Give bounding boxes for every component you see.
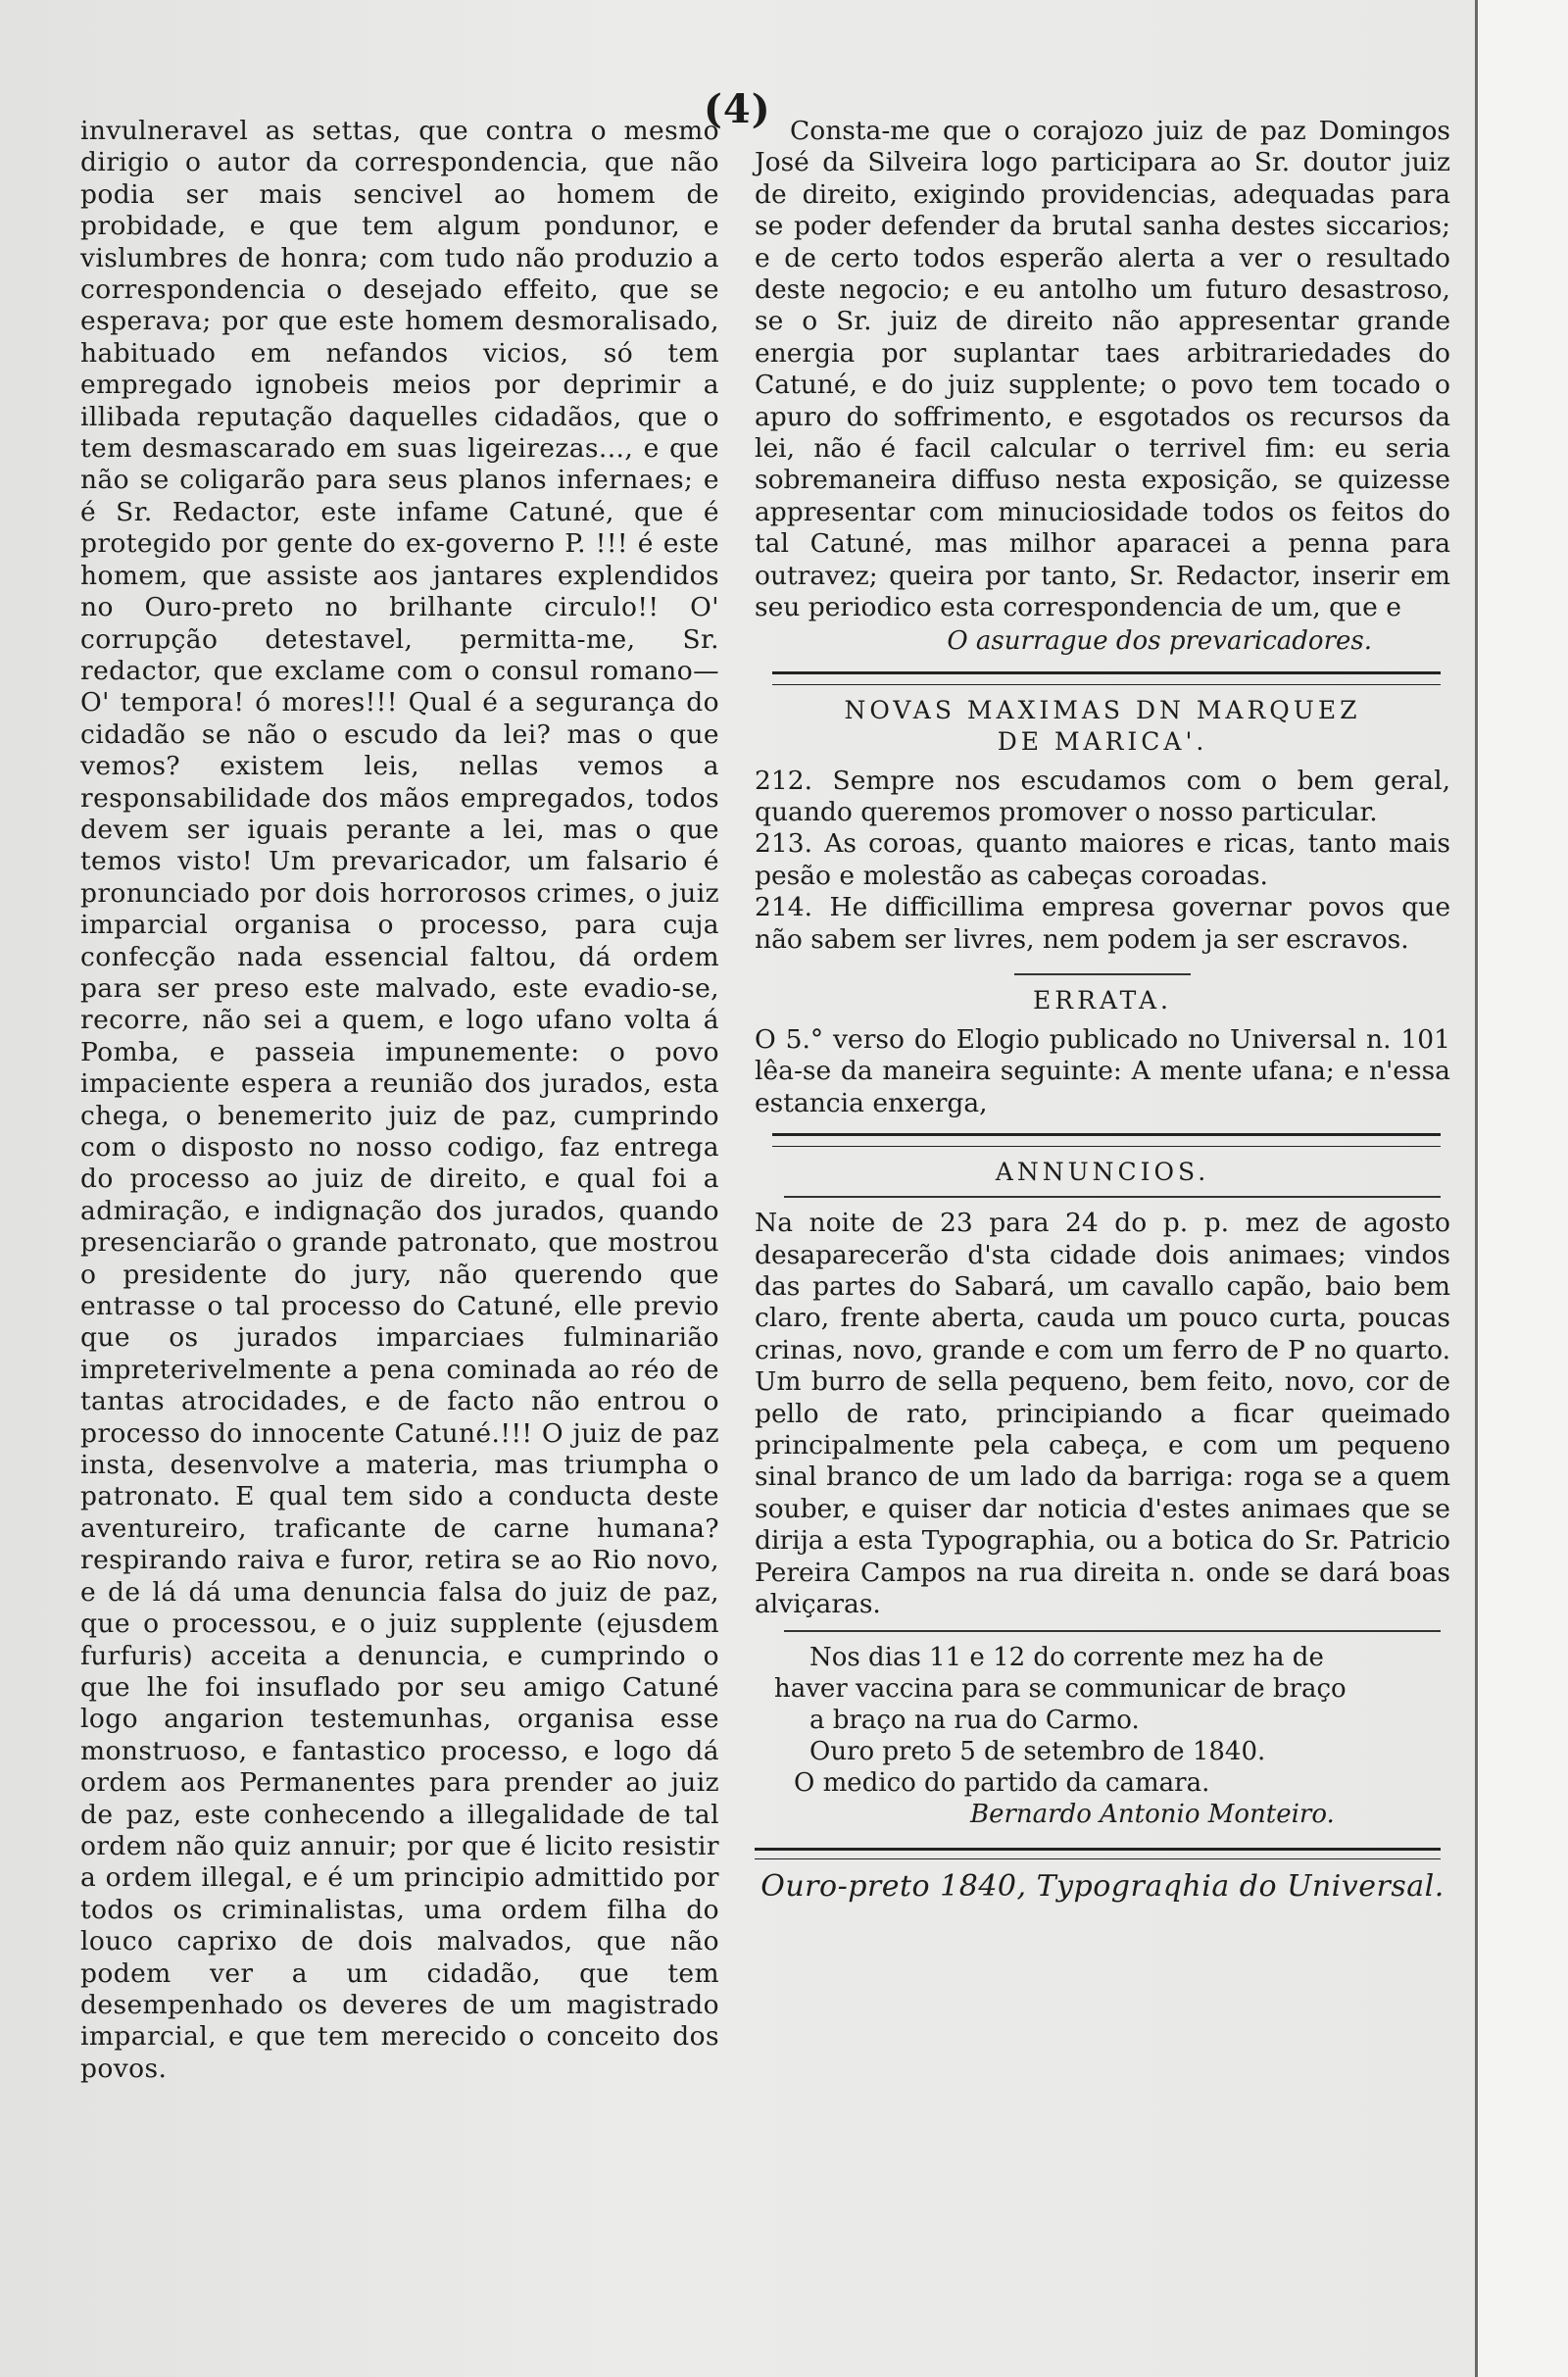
announcements-underline [784,1196,1441,1198]
letter-paragraph: Consta-me que o corajozo juiz de paz Domingos José da Silveira logo participara ao Sr. doutor juiz de direito, exigindo providencias, adequadas para se poder defender da brutal sanha destes siccarios; e de certo todos esperão alerta a ver o resultado deste negocio; e eu antolho um futuro desastroso, se o Sr. juiz de direito não appresentar grande energia por suplantar taes arbitrariedades do Catuné, e do juiz supplente; o povo tem tocado o apuro do soffrimento, e esgotados os recursos da lei, não é facil calcular o terrivel fim: eu seria sobremaneira diffuso nesta exposição, se quizesse appresentar com minuciosidade todos os feitos do tal Catuné, mas milhor aparacei a penna para outravez; queira por tanto, Sr. Redactor, inserir em seu periodico esta correspondencia de um, que e [755,116,1450,623]
vaccine-signature: Bernardo Antonio Monteiro. [970,1800,1335,1830]
announcement-missing-animals: Na noite de 23 para 24 do p. p. mez de agosto desaparecerão d'sta cidade dois animaes; vindos das partes do Sabará, um cavallo capão, baio bem claro, frente aberta, cauda um pouco curta, poucas crinas, novo, grande e com um ferro de P no quarto. Um burro de sella pequeno, bem feito, novo, cor de pello de rato, principiando a ficar queimado principalmente pela cabeça, e com um pequeno sinal branco de um lado da barriga: roga se a quem souber, e quiser dar noticia d'estes animaes que se dirija a esta Typographia, ou a botica do Sr. Patricio Pereira Campos na rua direita n. onde se dará boas alviçaras. [755,1208,1450,1620]
announcement-divider [784,1630,1441,1632]
imprint: Ouro-preto 1840, Typograqhia do Universal. [760,1869,1445,1905]
letter-signature: O asurrague dos prevaricadores. [947,625,1372,656]
vaccine-line: a braço na rua do Carmo. [809,1706,1140,1736]
vaccine-issuer: O medico do partido da camara. [794,1768,1210,1799]
vaccine-line: haver vaccina para se communicar de braço [774,1674,1347,1705]
errata-title: ERRATA. [1033,985,1172,1015]
maxims-title-line1: NOVAS MAXIMAS DN MARQUEZ [844,695,1361,724]
right-column [755,116,1450,1904]
imprint-divider [755,1848,1441,1859]
maxim-212: 212. Sempre nos escudamos com o bem geral, quando queremos promover o nosso particular. [755,765,1450,827]
vaccine-date: Ouro preto 5 de setembro de 1840. [809,1737,1266,1767]
section-divider [772,671,1441,685]
page-number: (4) [704,86,771,132]
announcements-title: ANNUNCIOS. [995,1158,1210,1187]
vaccine-line: Nos dias 11 e 12 do corrente mez ha de [809,1643,1324,1673]
maxim-214: 214. He difficillima empresa governar povos que não sabem ser livres, nem podem ja ser escravos. [755,892,1450,955]
errata-text: O 5.° verso do Elogio publicado no Universal n. 101 lêa-se da maneira seguinte: A mente ufana; e n'essa estancia enxerga, [755,1023,1450,1118]
maxim-213: 213. As coroas, quanto maiores e ricas, tanto mais pesão e molestão as cabeças coroadas. [755,828,1450,891]
short-divider [1014,973,1191,975]
section-divider [772,1133,1441,1147]
left-column [80,116,719,2085]
left-column-text: invulneravel as settas, que contra o mesmo dirigio o autor da correspondencia, que não podia ser mais sencivel ao homem de probidade, e que tem algum pondunor, e vislumbres de honra; com tudo não produzio a correspondencia o desejado effeito, que se esperava; por que este homem desmoralisado, habituado em nefandos vicios, só tem empregado ignobeis meios por deprimir a illibada reputação daquelles cidadãos, que o tem desmascarado em suas ligeirezas..., e que não se coligarão para seus planos infernaes; e é Sr. Redactor, este infame Catuné, que é protegido por gente do ex-governo P. !!! é este homem, que assiste aos jantares explendidos no Ouro-preto no brilhante circulo!! O' corrupção detestavel, permitta-me, Sr. redactor, que exclame com o consul romano— O' tempora! ó mores!!! Qual é a segurança do cidadão se não o escudo da lei? mas o que vemos? existem leis, nellas vemos a responsabilidade dos mãos empregados, todos devem ser iguais perante a lei, mas o que temos visto! Um prevaricador, um falsario é pronunciado por dois horrorosos crimes, o juiz imparcial organisa o processo, para cuja confecção nada essencial faltou, dá ordem para ser preso este malvado, este evadio-se, recorre, não sei a quem, e logo ufano volta á Pomba, e passeia impunemente: o povo impaciente espera a reunião dos jurados, esta chega, o benemerito juiz de paz, cumprindo com o disposto no nosso codigo, faz entrega do processo ao juiz de direito, e qual foi a admiração, e indignação dos jurados, quando presenciarão o grande patronato, que mostrou o presidente do jury, não querendo que entrasse o tal processo do Catuné, elle previo que os jurados imparciaes fulminarião impreterivelmente a pena cominada ao réo de tantas atrocidades, e de facto não entrou o processo do innocente Catuné.!!! O juiz de paz insta, desenvolve a materia, mas triumpha o patronato. E qual tem sido a conducta deste aventureiro, traficante de carne humana? respirando raiva e furor, retira se ao Rio novo, e de lá dá uma denuncia falsa do juiz de paz, que o processou, e o juiz supplente (ejusdem furfuris) acceita a denuncia, e cumprindo o que lhe foi insuflado por seu amigo Catuné logo angarion testemunhas, organisa esse monstruoso, e fantastico processo, e logo dá ordem aos Permanentes para prender ao juiz de paz, este conhecendo a illegalidade de tal ordem não quiz annuir; por que é licito resistir a ordem illegal, e é um principio admittido por todos os criminalistas, uma ordem filha do louco caprixo de dois malvados, que não podem ver a um cidadão, que tem desempenhado os deveres de um magistrado imparcial, e que tem merecido o conceito dos povos. [80,116,719,2084]
adjacent-page-edge [1475,0,1568,2377]
maxims-title-line2: DE MARICA'. [997,726,1208,756]
announcement-vaccine [774,1642,1450,1830]
